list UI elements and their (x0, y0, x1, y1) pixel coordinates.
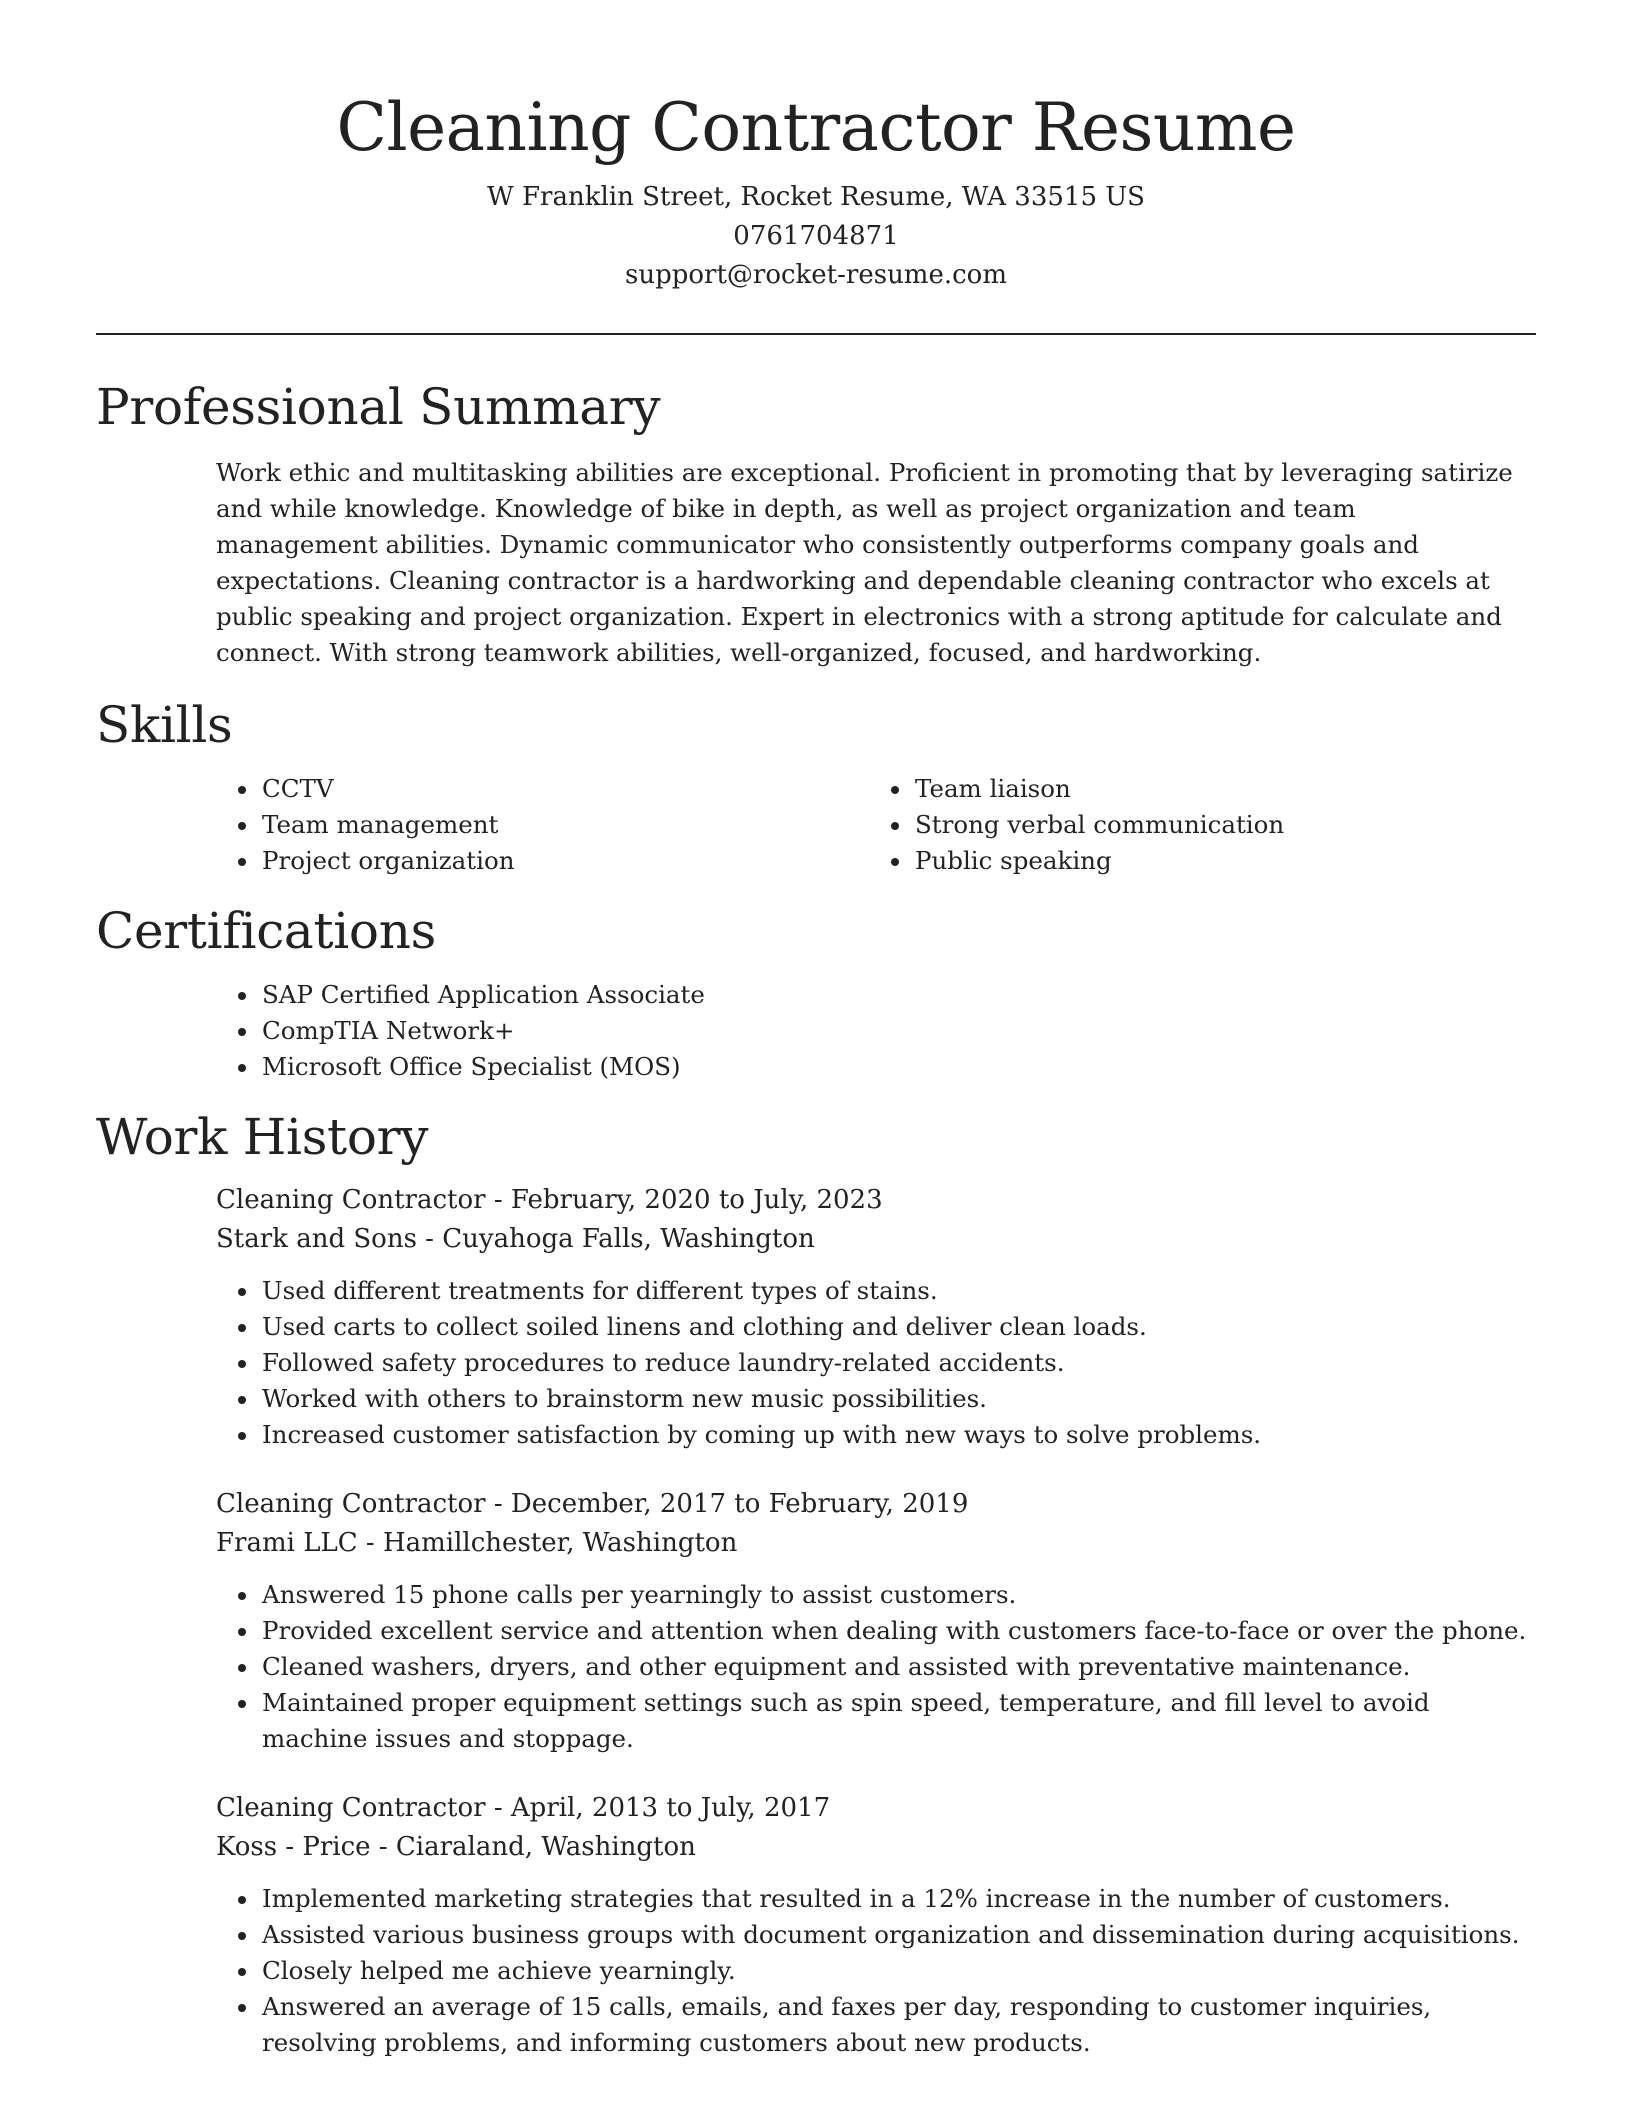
contact-email: support@rocket-resume.com (624, 260, 1007, 290)
job-bullet: • Implemented marketing strategies that resulted in a 12% increase in the number of customers. (260, 1881, 1536, 1917)
job-bullet: • Followed safety procedures to reduce laundry-related accidents. (260, 1345, 1536, 1381)
contact-phone: 0761704871 (733, 221, 899, 251)
job-company-line: Stark and Sons - Cuyahoga Falls, Washington (216, 1224, 815, 1254)
skills-list (96, 771, 1536, 879)
job-dates: December, 2017 to February, 2019 (510, 1489, 969, 1519)
resume-header (96, 0, 1536, 295)
certification-item: • SAP Certified Application Associate (260, 977, 1536, 1013)
job-title-line: Cleaning Contractor - February, 2020 to July, 2023 (216, 1185, 883, 1215)
job-bullets (96, 1273, 1536, 1453)
job-header (216, 1181, 1536, 1259)
job-header (216, 1485, 1536, 1563)
job-dates: April, 2013 to July, 2017 (510, 1793, 831, 1823)
skill-item: • CCTV (260, 771, 883, 807)
certification-item: • Microsoft Office Specialist (MOS) (260, 1049, 1536, 1085)
certifications-list (96, 977, 1536, 1085)
summary-text: Work ethic and multitasking abilities are exceptional. Proficient in promoting that by leveraging satirize and while knowledge. Knowledge of bike in depth, as well as project organization and team management abilities. Dynamic communicator who consistently outperforms company goals and expectations. Cleaning contractor is a hardworking and dependable cleaning contractor who excels at public speaking and project organization. Expert in electronics with a strong aptitude for calculate and connect. With strong teamwork abilities, well-organized, focused, and hardworking. (216, 458, 1513, 667)
job-location: Cuyahoga Falls, Washington (442, 1224, 815, 1254)
job-company: Stark and Sons (216, 1224, 417, 1254)
contact-address: W Franklin Street, Rocket Resume, WA 33515 US (487, 182, 1145, 212)
job-entry (96, 1485, 1536, 1757)
job-company-line: Frami LLC - Hamillchester, Washington (216, 1528, 738, 1558)
job-bullet: • Provided excellent service and attention when dealing with customers face-to-face or over the phone. (260, 1613, 1536, 1649)
resume-page (96, 0, 1536, 2061)
job-bullet: • Increased customer satisfaction by coming up with new ways to solve problems. (260, 1417, 1536, 1453)
skills-heading: Skills (96, 696, 233, 754)
job-company: Frami LLC (216, 1528, 358, 1558)
job-title-line: Cleaning Contractor - April, 2013 to July, 2017 (216, 1793, 831, 1823)
job-entry (96, 1789, 1536, 2061)
certifications-heading: Certifications (96, 902, 436, 960)
job-title: Cleaning Contractor (216, 1185, 486, 1215)
job-bullet: • Answered 15 phone calls per yearningly to assist customers. (260, 1577, 1536, 1613)
job-company-line: Koss - Price - Ciaraland, Washington (216, 1832, 696, 1862)
job-bullets (96, 1881, 1536, 2061)
skill-item: • Public speaking (913, 843, 1536, 879)
work-history-heading: Work History (96, 1108, 429, 1166)
resume-title: Cleaning Contractor Resume (336, 89, 1296, 166)
job-bullet: • Maintained proper equipment settings such as spin speed, temperature, and fill level to avoid machine issues and stoppage. (260, 1685, 1536, 1757)
job-location: Ciaraland, Washington (395, 1832, 696, 1862)
job-header (216, 1789, 1536, 1867)
certification-item: • CompTIA Network+ (260, 1013, 1536, 1049)
skill-item: • Team management (260, 807, 883, 843)
skills-column-left (96, 771, 883, 879)
job-bullet: • Assisted various business groups with document organization and dissemination during acquisitions. (260, 1917, 1536, 1953)
job-bullet: • Used different treatments for different types of stains. (260, 1273, 1536, 1309)
skill-item: • Team liaison (913, 771, 1536, 807)
job-title: Cleaning Contractor (216, 1489, 486, 1519)
job-bullet: • Worked with others to brainstorm new music possibilities. (260, 1381, 1536, 1417)
summary-heading: Professional Summary (96, 378, 661, 436)
skills-column-right (883, 771, 1536, 879)
skill-item: • Strong verbal communication (913, 807, 1536, 843)
job-bullet: • Answered an average of 15 calls, emails, and faxes per day, responding to customer inquiries, resolving problems, and informing customers about new products. (260, 1989, 1536, 2061)
job-title: Cleaning Contractor (216, 1793, 486, 1823)
job-entry (96, 1181, 1536, 1453)
skill-item: • Project organization (260, 843, 883, 879)
job-bullets (96, 1577, 1536, 1757)
job-location: Hamillchester, Washington (382, 1528, 738, 1558)
job-bullet: • Closely helped me achieve yearningly. (260, 1953, 1536, 1989)
header-divider (96, 333, 1536, 335)
job-bullet: • Cleaned washers, dryers, and other equipment and assisted with preventative maintenance. (260, 1649, 1536, 1685)
job-dates: February, 2020 to July, 2023 (510, 1185, 883, 1215)
job-title-line: Cleaning Contractor - December, 2017 to February, 2019 (216, 1489, 969, 1519)
job-company: Koss - Price (216, 1832, 371, 1862)
job-bullet: • Used carts to collect soiled linens and clothing and deliver clean loads. (260, 1309, 1536, 1345)
